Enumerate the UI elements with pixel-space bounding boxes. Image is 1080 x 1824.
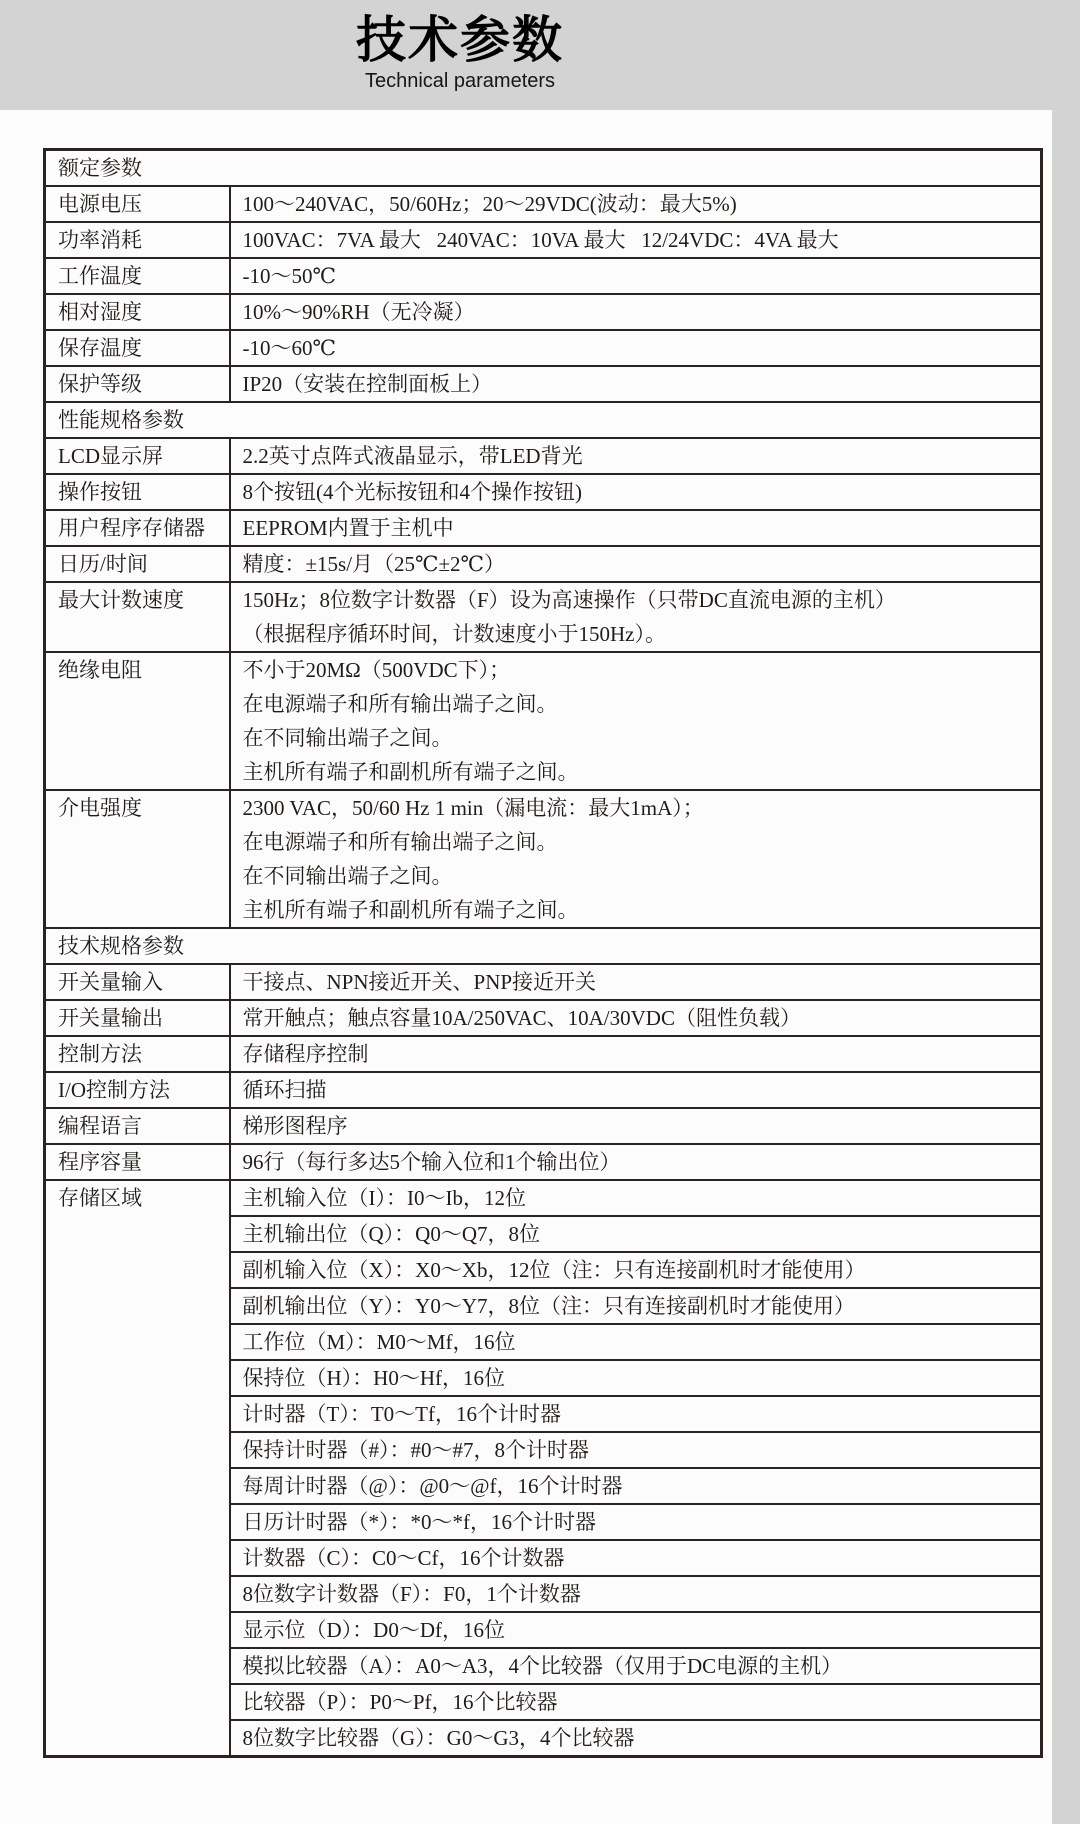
param-value: 每周计时器（@）：@0～@f，16个计时器 — [230, 1468, 1042, 1504]
param-value — [230, 438, 1042, 474]
param-value-line: 在电源端子和所有输出端子之间。 — [242, 692, 558, 716]
param-value-line: 精度：±15s/月（25℃±2℃） — [242, 552, 506, 576]
param-value-line: 150Hz；8位数字计数器（F）设为高速操作（只带DC直流电源的主机） — [242, 588, 896, 612]
param-value — [230, 186, 1042, 222]
param-value-line: 主机所有端子和副机所有端子之间。 — [242, 760, 579, 784]
table-row — [45, 1144, 1042, 1180]
param-value-line: EEPROM内置于主机中 — [242, 516, 454, 540]
param-value — [230, 1036, 1042, 1072]
param-name: 电源电压 — [45, 186, 230, 222]
page-title: 技术参数 — [356, 12, 564, 68]
param-value: 副机输出位（Y）：Y0～Y7，8位（注：只有连接副机时才能使用） — [230, 1288, 1042, 1324]
table-row — [45, 1108, 1042, 1144]
param-value: 主机输出位（Q）：Q0～Q7，8位 — [230, 1216, 1042, 1252]
param-value-line: 100VAC：7VA 最大 240VAC：10VA 最大 12/24VDC：4VA 最大 — [242, 228, 839, 252]
param-value — [230, 258, 1042, 294]
param-value-line: 主机所有端子和副机所有端子之间。 — [242, 898, 579, 922]
section-header: 技术规格参数 — [45, 928, 1042, 964]
param-value-line: 96行（每行多达5个输入位和1个输出位） — [242, 1150, 621, 1174]
param-name: 相对湿度 — [45, 294, 230, 330]
param-value: 保持位（H）：H0～Hf，16位 — [230, 1360, 1042, 1396]
param-value: 日历计时器（*）：*0～*f，16个计时器 — [230, 1504, 1042, 1540]
param-value — [230, 1108, 1042, 1144]
param-value-line: 在不同输出端子之间。 — [242, 864, 453, 888]
param-value-line: 梯形图程序 — [242, 1114, 348, 1138]
param-value — [230, 1072, 1042, 1108]
param-value-line: 2300 VAC，50/60 Hz 1 min（漏电流：最大1mA）； — [242, 796, 704, 820]
table-row — [45, 582, 1042, 652]
param-name: 操作按钮 — [45, 474, 230, 510]
param-value — [230, 790, 1042, 928]
section-header: 性能规格参数 — [45, 402, 1042, 438]
param-value: 计数器（C）：C0～Cf，16个计数器 — [230, 1540, 1042, 1576]
param-name: LCD显示屏 — [45, 438, 230, 474]
spec-table-body — [45, 150, 1042, 1757]
param-value — [230, 330, 1042, 366]
param-value: 比较器（P）：P0～Pf，16个比较器 — [230, 1684, 1042, 1720]
param-value: 主机输入位（I）：I0～Ib，12位 — [230, 1180, 1042, 1216]
table-row — [45, 510, 1042, 546]
param-value — [230, 510, 1042, 546]
param-value-line: -10～50℃ — [242, 264, 336, 288]
param-name: 保护等级 — [45, 366, 230, 402]
param-value — [230, 546, 1042, 582]
param-value: 副机输入位（X）：X0～Xb，12位（注：只有连接副机时才能使用） — [230, 1252, 1042, 1288]
param-value: 8位数字比较器（G）：G0～G3，4个比较器 — [230, 1720, 1042, 1757]
param-name: 控制方法 — [45, 1036, 230, 1072]
param-value — [230, 1144, 1042, 1180]
param-name: 用户程序存储器 — [45, 510, 230, 546]
table-row — [45, 1072, 1042, 1108]
table-row — [45, 258, 1042, 294]
table-row — [45, 186, 1042, 222]
param-value-line: 干接点、NPN接近开关、PNP接近开关 — [242, 970, 597, 994]
param-name: 最大计数速度 — [45, 582, 230, 652]
table-row — [45, 366, 1042, 402]
param-value-line: 2.2英寸点阵式液晶显示，带LED背光 — [242, 444, 583, 468]
param-value-line: -10～60℃ — [242, 336, 336, 360]
table-row — [45, 1180, 1042, 1216]
table-row — [45, 402, 1042, 438]
param-value — [230, 964, 1042, 1000]
param-value-line: 在电源端子和所有输出端子之间。 — [242, 830, 558, 854]
table-row — [45, 438, 1042, 474]
param-value — [230, 1000, 1042, 1036]
param-value: 8位数字计数器（F）：F0，1个计数器 — [230, 1576, 1042, 1612]
param-name: I/O控制方法 — [45, 1072, 230, 1108]
table-row — [45, 1000, 1042, 1036]
page-subtitle: Technical parameters — [364, 70, 556, 92]
param-value — [230, 366, 1042, 402]
spec-table — [43, 148, 1043, 1758]
param-value-line: （根据程序循环时间，计数速度小于150Hz）。 — [242, 622, 666, 646]
table-row — [45, 222, 1042, 258]
param-value-line: 100～240VAC，50/60Hz；20～29VDC(波动：最大5%) — [242, 192, 737, 216]
param-name: 日历/时间 — [45, 546, 230, 582]
param-value: 计时器（T）：T0～Tf，16个计时器 — [230, 1396, 1042, 1432]
param-value: 保持计时器（#）：#0～#7，8个计时器 — [230, 1432, 1042, 1468]
param-name: 程序容量 — [45, 1144, 230, 1180]
table-row — [45, 546, 1042, 582]
param-name: 介电强度 — [45, 790, 230, 928]
table-row — [45, 964, 1042, 1000]
param-value-line: 不小于20MΩ（500VDC下）； — [242, 658, 511, 682]
param-value — [230, 474, 1042, 510]
page-header — [0, 12, 920, 93]
param-value — [230, 294, 1042, 330]
table-row — [45, 474, 1042, 510]
param-name: 开关量输入 — [45, 964, 230, 1000]
param-name: 功率消耗 — [45, 222, 230, 258]
table-row — [45, 928, 1042, 964]
param-value-line: 存储程序控制 — [242, 1042, 369, 1066]
param-value: 显示位（D）：D0～Df，16位 — [230, 1612, 1042, 1648]
param-value-line: 常开触点；触点容量10A/250VAC、10A/30VDC（阻性负载） — [242, 1006, 801, 1030]
param-value-line: 循环扫描 — [242, 1078, 327, 1102]
param-value-line: 8个按钮(4个光标按钮和4个操作按钮) — [242, 480, 582, 504]
table-row — [45, 790, 1042, 928]
param-value: 模拟比较器（A）：A0～A3，4个比较器（仅用于DC电源的主机） — [230, 1648, 1042, 1684]
table-row — [45, 330, 1042, 366]
param-value — [230, 222, 1042, 258]
param-name: 编程语言 — [45, 1108, 230, 1144]
table-row — [45, 1036, 1042, 1072]
param-name: 保存温度 — [45, 330, 230, 366]
param-value-line: 在不同输出端子之间。 — [242, 726, 453, 750]
param-name: 存储区域 — [45, 1180, 230, 1757]
section-header: 额定参数 — [45, 150, 1042, 187]
param-name: 工作温度 — [45, 258, 230, 294]
table-row — [45, 294, 1042, 330]
param-value-line: IP20（安装在控制面板上） — [242, 372, 493, 396]
param-value — [230, 582, 1042, 652]
param-name: 开关量输出 — [45, 1000, 230, 1036]
param-value-line: 10%～90%RH（无冷凝） — [242, 300, 475, 324]
param-value — [230, 652, 1042, 790]
table-row — [45, 652, 1042, 790]
param-name: 绝缘电阻 — [45, 652, 230, 790]
param-value: 工作位（M）：M0～Mf，16位 — [230, 1324, 1042, 1360]
table-row — [45, 150, 1042, 187]
